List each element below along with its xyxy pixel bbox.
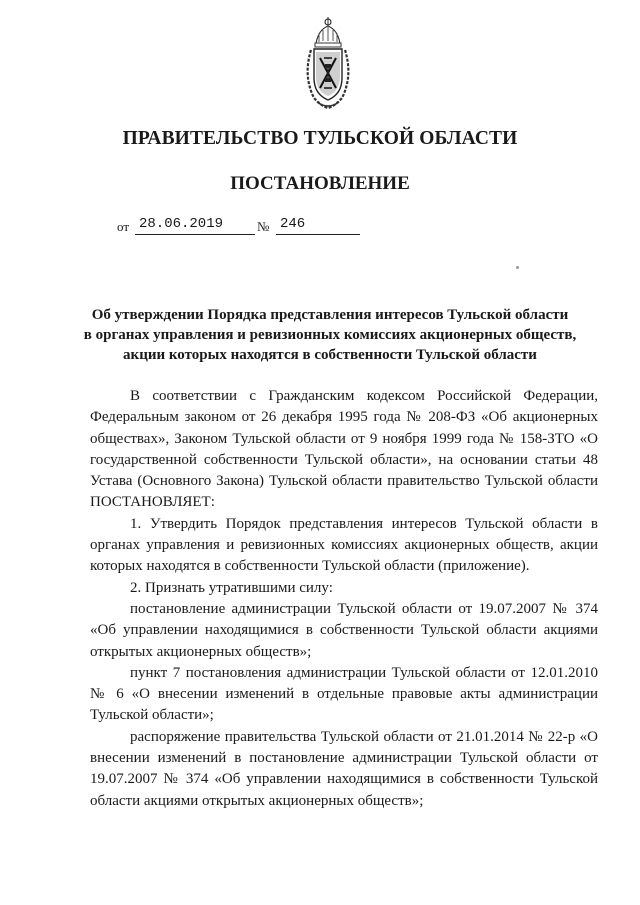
body-paragraph: В соответствии с Гражданским кодексом Российской Федерации, Федеральным законом от 26 декабря 1995 года № 208-ФЗ «Об акционерных обществах», Законом Тульской области от 9 ноября 1999 года № 158-ЗТО «О государственной собственности Тульской области», на основании статьи 48 Устава (Основного Закона) Тульской области правительство Тульской области ПОСТАНОВЛЯЕТ:	[90, 388, 598, 511]
organization-name: ПРАВИТЕЛЬСТВО ТУЛЬСКОЙ ОБЛАСТИ	[122, 128, 518, 149]
tula-coat-of-arms-icon	[302, 14, 354, 112]
document-date: 28.06.2019	[135, 216, 255, 235]
body-paragraph: 2. Признать утратившими силу:	[130, 579, 333, 596]
title-line: в органах управления и ревизионных комиссиях акционерных обществ,	[83, 327, 577, 343]
document-body	[90, 386, 598, 812]
body-paragraph: постановление администрации Тульской области от 19.07.2007 № 374 «Об управлении находящимися в собственности Тульской области акциями открытых акционерных обществ»;	[90, 600, 598, 660]
number-prefix: №	[257, 219, 270, 234]
scan-speck	[516, 266, 519, 269]
body-paragraph: 1. Утвердить Порядок представления интересов Тульской области в органах управления и ревизионных комиссиях акционерных обществ, акции которых находятся в собственности Тульской области (приложение).	[90, 515, 598, 575]
date-prefix: от	[117, 219, 130, 234]
body-paragraph: распоряжение правительства Тульской области от 21.01.2014 № 22-р «О внесении изменений в постановление администрации Тульской области от 19.07.2007 № 374 «Об управлении находящимися в собственности Тульской области акциями открытых акционерных обществ»;	[90, 728, 598, 809]
document-number: 246	[276, 216, 360, 235]
title-line: акции которых находятся в собственности Тульской области	[123, 347, 537, 363]
body-paragraph: пункт 7 постановления администрации Тульской области от 12.01.2010 № 6 «О внесении изменений в отдельные правовые акты администрации Тульской области»;	[90, 664, 598, 724]
document-type: ПОСТАНОВЛЕНИЕ	[230, 173, 410, 194]
title-line: Об утверждении Порядка представления интересов Тульской области	[91, 307, 569, 323]
document-title	[60, 305, 600, 365]
